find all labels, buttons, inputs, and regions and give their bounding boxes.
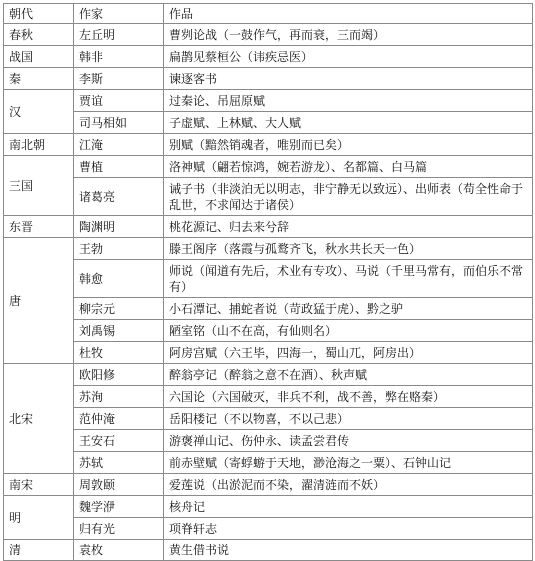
works-cell: 醉翁亭记（醉翁之意不在酒）、秋声赋 — [164, 364, 533, 386]
author-cell: 李斯 — [74, 68, 164, 90]
author-cell: 苏轼 — [74, 452, 164, 474]
table-row — [4, 260, 533, 298]
table-row — [4, 68, 533, 90]
author-cell: 苏洵 — [74, 386, 164, 408]
author-cell: 袁枚 — [74, 540, 164, 561]
works-cell: 陋室铭（山不在高，有仙则名） — [164, 320, 533, 342]
works-cell: 爱莲说（出淤泥而不染，濯清涟而不妖） — [164, 474, 533, 496]
table-row — [4, 216, 533, 238]
works-cell: 过秦论、吊屈原赋 — [164, 90, 533, 112]
table-row — [4, 408, 533, 430]
author-cell: 司马相如 — [74, 112, 164, 134]
table-row — [4, 496, 533, 518]
works-cell: 子虚赋、上林赋、大人赋 — [164, 112, 533, 134]
author-cell: 杜牧 — [74, 342, 164, 364]
works-cell: 师说（闻道有先后，术业有专攻）、马说（千里马常有，而伯乐不常有） — [164, 260, 533, 298]
author-cell: 周敦颐 — [74, 474, 164, 496]
table-row — [4, 156, 533, 178]
works-cell: 别赋（黯然销魂者，唯别而已矣） — [164, 134, 533, 156]
table-row — [4, 298, 533, 320]
works-cell: 黄生借书说 — [164, 540, 533, 561]
works-cell: 岳阳楼记（不以物喜，不以己悲） — [164, 408, 533, 430]
table-row — [4, 386, 533, 408]
dynasty-cell: 春秋 — [4, 24, 74, 46]
dynasty-cell: 唐 — [4, 238, 74, 364]
table-row — [4, 134, 533, 156]
dynasty-cell: 南宋 — [4, 474, 74, 496]
table-row — [4, 452, 533, 474]
table-row — [4, 430, 533, 452]
table-row — [4, 46, 533, 68]
author-cell: 范仲淹 — [74, 408, 164, 430]
dynasty-cell: 东晋 — [4, 216, 74, 238]
works-cell: 扁鹊见蔡桓公（讳疾忌医） — [164, 46, 533, 68]
table-row — [4, 24, 533, 46]
author-cell: 王安石 — [74, 430, 164, 452]
author-cell: 归有光 — [74, 518, 164, 540]
literature-table — [3, 3, 533, 561]
table-row — [4, 320, 533, 342]
works-cell: 前赤壁赋（寄蜉蝣于天地，渺沧海之一粟）、石钟山记 — [164, 452, 533, 474]
dynasty-cell: 南北朝 — [4, 134, 74, 156]
header-works: 作品 — [164, 4, 533, 24]
dynasty-cell: 明 — [4, 496, 74, 540]
author-cell: 刘禹锡 — [74, 320, 164, 342]
author-cell: 欧阳修 — [74, 364, 164, 386]
table-row — [4, 90, 533, 112]
works-cell: 阿房宫赋（六王毕，四海一，蜀山兀，阿房出） — [164, 342, 533, 364]
works-cell: 小石潭记、捕蛇者说（苛政猛于虎）、黔之驴 — [164, 298, 533, 320]
works-cell: 滕王阁序（落霞与孤鹜齐飞，秋水共长天一色） — [164, 238, 533, 260]
works-cell: 六国论（六国破灭，非兵不利，战不善，弊在赂秦） — [164, 386, 533, 408]
works-cell: 曹刿论战（一鼓作气，再而衰，三而竭） — [164, 24, 533, 46]
table-row — [4, 364, 533, 386]
table-row — [4, 342, 533, 364]
dynasty-cell: 战国 — [4, 46, 74, 68]
works-cell: 核舟记 — [164, 496, 533, 518]
header-row — [4, 4, 533, 24]
author-cell: 韩愈 — [74, 260, 164, 298]
author-cell: 江淹 — [74, 134, 164, 156]
author-cell: 韩非 — [74, 46, 164, 68]
works-cell: 洛神赋（翩若惊鸿，婉若游龙）、名都篇、白马篇 — [164, 156, 533, 178]
table-row — [4, 112, 533, 134]
dynasty-cell: 三国 — [4, 156, 74, 216]
works-cell: 诫子书（非淡泊无以明志，非宁静无以致远）、出师表（苟全性命于乱世，不求闻达于诸侯） — [164, 178, 533, 216]
header-author: 作家 — [74, 4, 164, 24]
dynasty-cell: 汉 — [4, 90, 74, 134]
author-cell: 贾谊 — [74, 90, 164, 112]
author-cell: 曹植 — [74, 156, 164, 178]
author-cell: 左丘明 — [74, 24, 164, 46]
dynasty-cell: 清 — [4, 540, 74, 561]
author-cell: 诸葛亮 — [74, 178, 164, 216]
dynasty-cell: 秦 — [4, 68, 74, 90]
author-cell: 魏学洢 — [74, 496, 164, 518]
table-row — [4, 518, 533, 540]
works-cell: 游褒禅山记、伤仲永、读孟尝君传 — [164, 430, 533, 452]
table-row — [4, 178, 533, 216]
works-cell: 谏逐客书 — [164, 68, 533, 90]
works-cell: 桃花源记、归去来兮辞 — [164, 216, 533, 238]
table-row — [4, 474, 533, 496]
author-cell: 王勃 — [74, 238, 164, 260]
author-cell: 陶渊明 — [74, 216, 164, 238]
table-row — [4, 540, 533, 561]
dynasty-cell: 北宋 — [4, 364, 74, 474]
table-row — [4, 238, 533, 260]
header-dynasty: 朝代 — [4, 4, 74, 24]
author-cell: 柳宗元 — [74, 298, 164, 320]
works-cell: 项脊轩志 — [164, 518, 533, 540]
